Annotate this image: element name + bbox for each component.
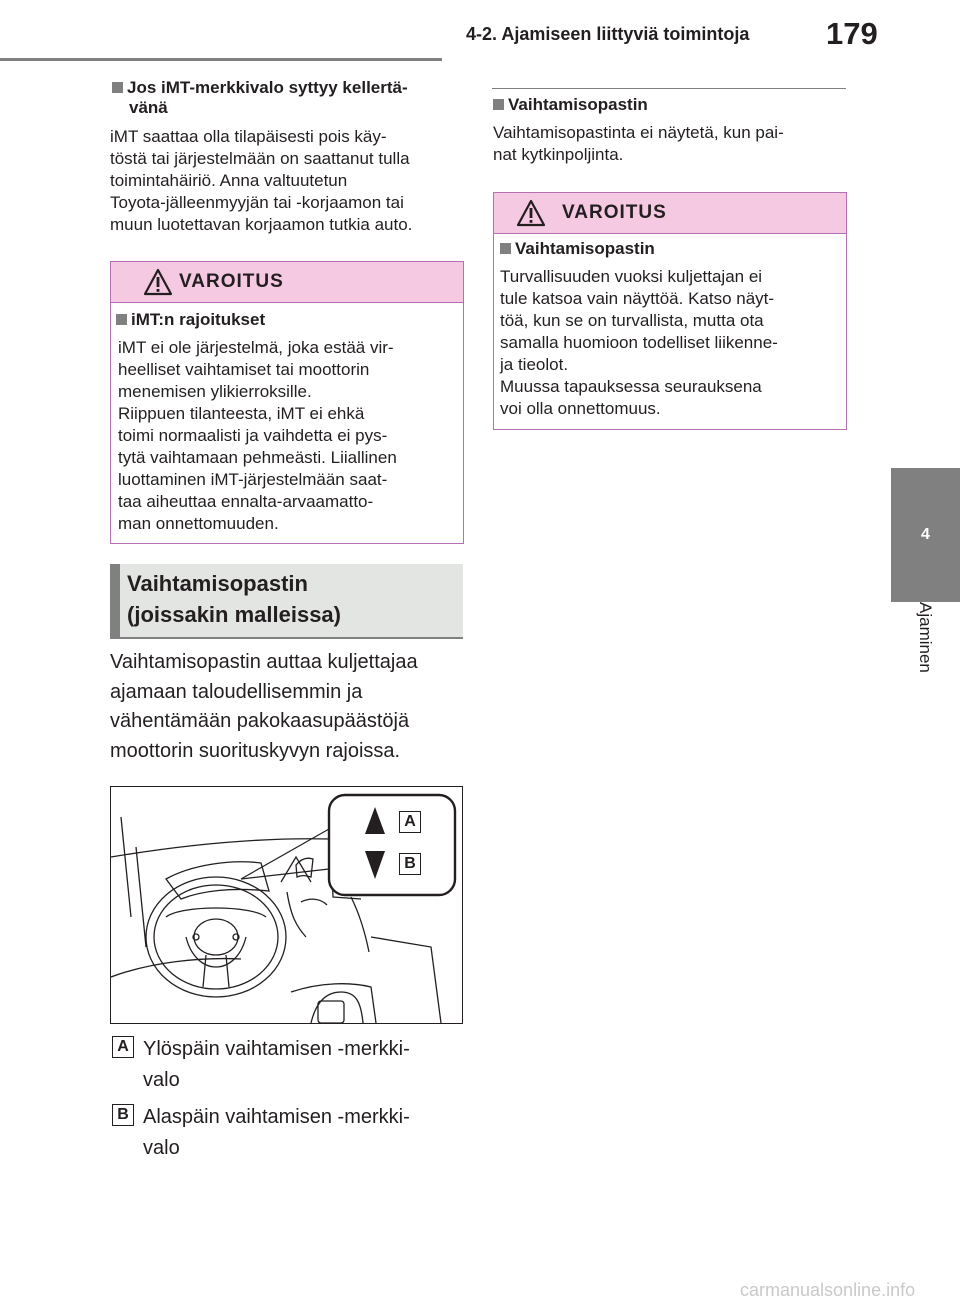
square-bullet-icon [500, 243, 511, 254]
section-title-line2: (joissakin malleissa) [127, 602, 341, 627]
section-heading [110, 564, 463, 639]
section-header-title: 4-2. Ajamiseen liittyviä toimintoja [466, 24, 750, 44]
dashboard-illustration [110, 786, 463, 1024]
warning-body: iMT ei ole järjestelmä, joka estää vir- heelliset vaihtamiset tai moottorin menemisen ylikierroksille. Riippuen tilanteesta, iMT ei ehkä toimi normaalisti ja vaihdetta ei pys- tytä vaihtamaan pehmeästi. Liiallinen luottaminen iMT-järjestelmään saat- taa aiheuttaa ennalta-arvaamatto- man onnettomuuden. [118, 338, 397, 533]
callout-frame [329, 795, 455, 895]
warning-triangle-icon [143, 268, 173, 296]
warning-title: VAROITUS [562, 202, 667, 223]
warning-subheading: Vaihtamisopastin [500, 239, 655, 259]
warning-triangle-icon [516, 199, 546, 227]
legend-text-a: Ylöspäin vaihtamisen -merkki- valo [143, 1038, 410, 1091]
section-intro: Vaihtamisopastin auttaa kuljettajaa ajamaan taloudellisemmin ja vähentämään pakokaasupäästöjä moottorin suorituskyvyn rajoissa. [110, 651, 418, 762]
chapter-label-area [891, 602, 960, 936]
warning-header [111, 262, 463, 303]
section-heading-bar [110, 564, 120, 637]
column-rule [492, 88, 846, 89]
warning-box-guide [493, 192, 847, 430]
legend-key-a: A [112, 1036, 134, 1058]
square-bullet-icon [116, 314, 127, 325]
page-number: 179 [826, 16, 878, 51]
imt-light-heading: Jos iMT-merkkivalo syttyy kellertä- vänä [112, 78, 462, 118]
chapter-tab[interactable] [891, 468, 960, 602]
warning-title: VAROITUS [179, 271, 284, 292]
watermark-url[interactable]: carmanualsonline.info [740, 1280, 916, 1300]
guide-body: Vaihtamisopastinta ei näytetä, kun pai- nat kytkinpoljinta. [493, 123, 784, 164]
warning-body: Turvallisuuden vuoksi kuljettajan ei tule katsoa vain näyttöä. Katso näyt- töä, kun se on turvallista, mutta ota samalla huomioon todelliset liikenne- ja tieolot. Muussa tapauksessa seurauksena voi olla onnettomuus. [500, 267, 778, 418]
chapter-number: 4 [921, 526, 930, 543]
imt-light-body: iMT saattaa olla tilapäisesti pois käy- töstä tai järjestelmään on saattanut tulla toimintahäiriö. Anna valtuutetun Toyota-jälleenmyyjän tai -korjaamon tai muun luotettavan korjaamon tutkia auto. [110, 127, 413, 234]
square-bullet-icon [112, 82, 123, 93]
square-bullet-icon [493, 99, 504, 110]
header-rule [0, 58, 442, 61]
warning-box-imt [110, 261, 464, 544]
warning-subheading: iMT:n rajoitukset [116, 310, 265, 330]
warning-header [494, 193, 846, 234]
legend-text-b: Alaspäin vaihtamisen -merkki- valo [143, 1106, 410, 1159]
section-title-line1: Vaihtamisopastin [127, 571, 308, 596]
guide-heading: Vaihtamisopastin [493, 95, 648, 115]
chapter-label: Ajaminen [916, 602, 935, 673]
callout-label-a: A [399, 811, 421, 833]
callout-label-b: B [399, 853, 421, 875]
legend-key-b: B [112, 1104, 134, 1126]
